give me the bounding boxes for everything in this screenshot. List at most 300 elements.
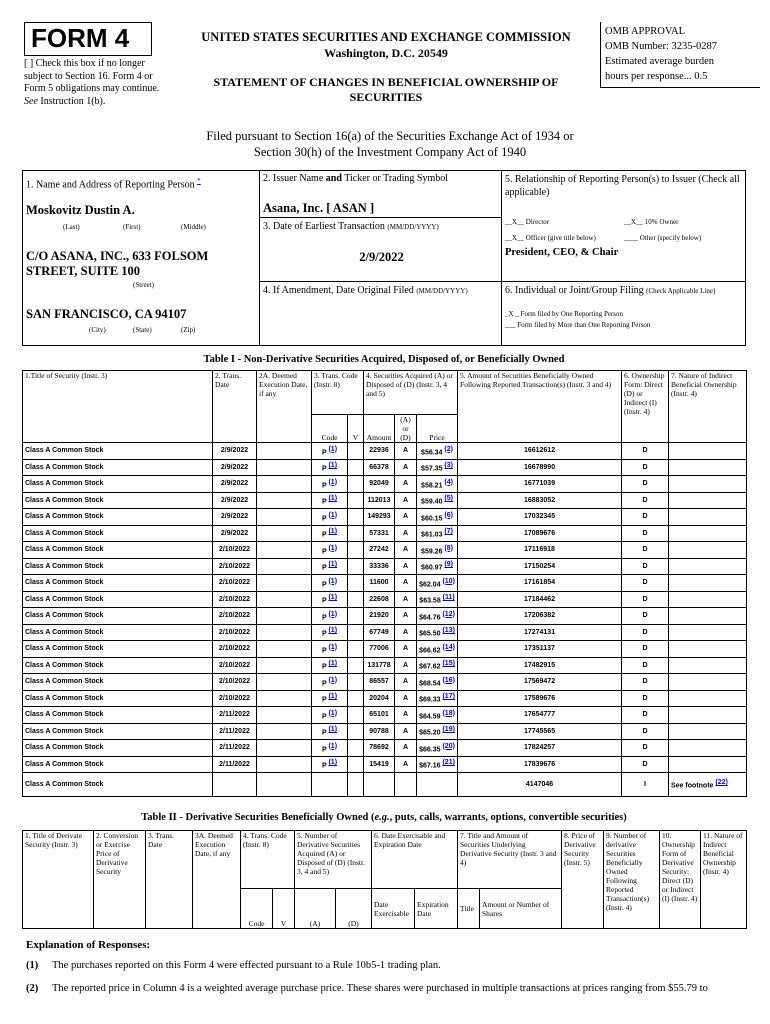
footnote-link[interactable]: (1) — [328, 594, 338, 602]
cell-ad: A — [395, 459, 417, 476]
ten-percent-owner-check[interactable]: __X__ 10% Owner — [624, 218, 679, 226]
cell-ad: A — [395, 509, 417, 526]
cell-price: $60.97 (9) — [417, 558, 458, 575]
cell-code: P (1) — [312, 509, 348, 526]
footnote-link[interactable]: (1) — [328, 709, 338, 717]
footnote-link[interactable]: (1) — [328, 759, 338, 767]
cell-deemed — [257, 542, 312, 559]
cell-owned: 17032345 — [458, 509, 622, 526]
cell-owned: 17206382 — [458, 608, 622, 625]
cell-ad: A — [395, 443, 417, 460]
cell-v — [348, 525, 364, 542]
cell-form: D — [622, 690, 669, 707]
footnote-link[interactable]: (1) — [328, 462, 338, 470]
footnote-link[interactable]: (1) — [328, 544, 338, 552]
col-derivative-title: 1. Title of Derivate Security (Instr. 3) — [23, 831, 94, 929]
cell-code: P (1) — [312, 575, 348, 592]
table-row — [23, 542, 747, 559]
cell-amount: 22608 — [364, 591, 395, 608]
cell-owned: 16678990 — [458, 459, 622, 476]
table-non-derivative: 1.Title of Security (Instr. 3) 2. Trans. Date 2A. Deemed Execution Date, if any 3. Trans. Code (Instr. 8) 4. Securities Acquired (A) or Disposed of (D) (Instr. 3, 4 and 5) 5. Amount of Securities Beneficially Owned Following Reported Transaction(s) (Instr. 3 and 4) 6. Ownership Form: Direct (D) or Indirect (I) (Instr. 4) 7. Nature of Indirect Beneficial Ownership (Instr. 4) Code V Amount (A) or (D) Price Class A Common Stock 2/9/2022 P (1) 22936 A $56.34 (2) 16612612 D Class A Common Stock 2/9/2022 P (1) 66378 A $57.35 (3) 16678990 D Class A Common Stock 2/9/2022 P (1) 92049 A $58.21 (4) 16771039 D Class A Common Stock 2/9/2022 P (1) 112013 A $59.40 (5) 16883052 D Class A Common Stock 2/9/2022 P (1) 149293 A $60.15 (6) 17032345 D Class A Common Stock 2/9/2022 P (1) 57331 A $61.03 (7) 17089676 D Class A Common Stock 2/10/2022 P (1) 27242 A $59.26 (8) 17116918 D Class A Common Stock 2/10/2022 P (1) 33336 A $60.97 (9) 17150254 D Class A Common Stock 2/10/2022 P (1) 11600 A $62.04 (10) 17161854 D Class A Common Stock 2/10/2022 P (1) 22608 A $63.58 (11) 17184462 D Class A Common Stock 2/10/2022 P (1) 21920 A $64.76 (12) 17206382 D Class A Common Stock 2/10/2022 P (1) 67749 A $65.50 (13) 17274131 D Class A Common Stock 2/10/2022 P (1) 77006 A $66.62 (14) 17351137 D Class A Common Stock 2/10/2022 P (1) 131778 A $67.62 (15) 17482915 D Class A Common Stock 2/10/2022 P (1) 86557 A $68.54 (16) 17569472 D Class A Common Stock 2/10/2022 P (1) 20204 A $69.33 (17) 17589676 D Class A Common Stock 2/11/2022 P (1) 65101 A $64.59 (18) 17654777 D Class A Common Stock 2/11/2022 P (1) 90788 A $65.20 (19) 17745565 D Class A Common Stock 2/11/2022 P (1) 78692 A $66.35 (20) 17824257 D Class A Common Stock 2/11/2022 P (1) 15419 A $67.16 (21) 17839676 D Class A Common Stock 4147046 I See footnote (22) — [22, 370, 747, 797]
cell-security: Class A Common Stock — [23, 740, 213, 757]
cell-nature — [669, 575, 747, 592]
cell-empty — [213, 773, 257, 797]
col-conversion-price: 2. Conversion or Exercise Price of Derivative Security — [94, 831, 146, 929]
cell-form: D — [622, 575, 669, 592]
cell-deemed — [257, 492, 312, 509]
cell-amount: 65101 — [364, 707, 395, 724]
cell-form: D — [622, 624, 669, 641]
other-check[interactable]: ____ Other (specify below) — [624, 234, 702, 242]
cell-nature — [669, 558, 747, 575]
table-row — [23, 608, 747, 625]
cell-ad: A — [395, 591, 417, 608]
cell-nature — [669, 492, 747, 509]
cell-date: 2/9/2022 — [213, 525, 257, 542]
cell-code: P (1) — [312, 756, 348, 773]
cell-price: $56.34 (2) — [417, 443, 458, 460]
cell-security: Class A Common Stock — [23, 443, 213, 460]
footnote-link[interactable]: (10) — [442, 577, 455, 585]
table-row — [23, 575, 747, 592]
cell-price: $68.54 (16) — [417, 674, 458, 691]
box-amendment: 4. If Amendment, Date Original Filed (MM/DD/YYYY) — [259, 281, 502, 346]
cell-date: 2/10/2022 — [213, 542, 257, 559]
cell-v — [348, 476, 364, 493]
table-derivative: 1. Title of Derivate Security (Instr. 3) 2. Conversion or Exercise Price of Derivative Security 3. Trans. Date 3A. Deemed Execution Date, if any 4. Trans. Code (Instr. 8) 5. Number of Derivative Securities Acquired (A) or Disposed of (D) (Instr. 3, 4 and 5) 6. Date Exercisable and Expiration Date 7. Title and Amount of Securities Underlying Derivative Security (Instr. 3 and 4) 8. Price of Derivative Security (Instr. 5) 9. Number of derivative Securities Beneficially Owned Following Reported Transaction(s) (Instr. 4) 10. Ownership Form of Derivative Security: Direct (D) or Indirect (I) (Instr. 4) 11. Nature of Indirect Beneficial Ownership (Instr. 4) Code V (A) (D) Date Exercisable Expiration Date Title Amount or Number of Shares — [22, 830, 747, 929]
cell-v — [348, 756, 364, 773]
cell-deemed — [257, 575, 312, 592]
cell-v — [348, 608, 364, 625]
col-nature-2: 11. Nature of Indirect Beneficial Ownership (Instr. 4) — [701, 831, 747, 929]
cell-empty — [348, 773, 364, 797]
cell-ad: A — [395, 756, 417, 773]
cell-form: D — [622, 756, 669, 773]
cell-form: D — [622, 740, 669, 757]
col-securities-acquired: 4. Securities Acquired (A) or Disposed of (D) (Instr. 3, 4 and 5) — [364, 371, 458, 415]
cell-v — [348, 492, 364, 509]
cell-deemed — [257, 525, 312, 542]
cell-v — [348, 459, 364, 476]
col-amount-owned: 5. Amount of Securities Beneficially Owned Following Reported Transaction(s) (Instr. 3 and 4) — [458, 371, 622, 443]
cell-date: 2/9/2022 — [213, 443, 257, 460]
explanation-item: (1) The purchases reported on this Form 4 were effected pursuant to a Rule 10b5-1 trading plan. — [26, 960, 441, 971]
footnote-link[interactable]: (18) — [442, 709, 455, 717]
cell-date: 2/9/2022 — [213, 492, 257, 509]
footnote-link[interactable]: (13) — [442, 627, 455, 635]
cell-owned: 17274131 — [458, 624, 622, 641]
director-check[interactable]: __X__ Director — [505, 218, 550, 226]
cell-owned: 17589676 — [458, 690, 622, 707]
cell-form: D — [622, 476, 669, 493]
table-row — [23, 740, 747, 757]
col-title-security: 1.Title of Security (Instr. 3) — [23, 371, 213, 443]
box-filing-type: 6. Individual or Joint/Group Filing (Check Applicable Line) _X _ Form filed by One Reporting Person ___ Form filed by More than One Reporting Person — [501, 281, 746, 346]
reporting-person-city: SAN FRANCISCO, CA 94107 — [26, 307, 187, 321]
cell-date: 2/10/2022 — [213, 624, 257, 641]
cell-amount: 33336 — [364, 558, 395, 575]
multi-person-option[interactable]: ___ Form filed by More than One Reporting Person — [505, 321, 651, 329]
table-row — [23, 641, 747, 658]
cell-form: D — [622, 558, 669, 575]
col-deemed-date-2: 3A. Deemed Execution Date, if any — [193, 831, 241, 929]
cell-empty — [257, 773, 312, 797]
footnote-link[interactable]: (1) — [328, 676, 338, 684]
footnote-link[interactable]: (1) — [328, 577, 338, 585]
cell-deemed — [257, 690, 312, 707]
footnote-link[interactable]: (22) — [715, 779, 728, 787]
cell-deemed — [257, 443, 312, 460]
cell-code: P (1) — [312, 443, 348, 460]
cell-v — [348, 591, 364, 608]
table-row — [23, 624, 747, 641]
cell-form: I — [622, 773, 669, 797]
cell-nature — [669, 459, 747, 476]
cell-owned: 16883052 — [458, 492, 622, 509]
cell-nature — [669, 690, 747, 707]
agency-title: UNITED STATES SECURITIES AND EXCHANGE COMMISSION — [201, 30, 571, 44]
cell-v — [348, 641, 364, 658]
cell-security: Class A Common Stock — [23, 608, 213, 625]
cell-owned: 16612612 — [458, 443, 622, 460]
cell-form: D — [622, 525, 669, 542]
cell-price: $69.33 (17) — [417, 690, 458, 707]
col-trans-code-2: 4. Trans. Code (Instr. 8) — [241, 831, 295, 889]
cell-security: Class A Common Stock — [23, 756, 213, 773]
cell-code: P (1) — [312, 558, 348, 575]
footnote-link[interactable]: (6) — [444, 511, 453, 519]
cell-security: Class A Common Stock — [23, 575, 213, 592]
one-person-option[interactable]: _X _ Form filed by One Reporting Person — [505, 310, 624, 318]
cell-nature — [669, 443, 747, 460]
cell-ad: A — [395, 525, 417, 542]
cell-empty — [417, 773, 458, 797]
cell-security: Class A Common Stock — [23, 773, 213, 797]
cell-v — [348, 443, 364, 460]
footnote-link[interactable]: (4) — [444, 478, 453, 486]
footnote-link[interactable]: (5) — [444, 495, 453, 503]
cell-code: P (1) — [312, 624, 348, 641]
cell-owned: 17654777 — [458, 707, 622, 724]
box-earliest-date: 3. Date of Earliest Transaction (MM/DD/YYYY) 2/9/2022 — [259, 217, 502, 282]
cell-price: $67.62 (15) — [417, 657, 458, 674]
table-row — [23, 773, 747, 797]
cell-empty — [364, 773, 395, 797]
cell-ad: A — [395, 476, 417, 493]
cell-form: D — [622, 674, 669, 691]
footnote-link[interactable]: (9) — [444, 561, 453, 569]
footnote-link[interactable]: (15) — [442, 660, 455, 668]
cell-date: 2/11/2022 — [213, 723, 257, 740]
cell-v — [348, 558, 364, 575]
cell-amount: 66378 — [364, 459, 395, 476]
explanation-heading: Explanation of Responses: — [26, 939, 151, 951]
cell-owned: 17351137 — [458, 641, 622, 658]
footnote-link[interactable]: (1) — [328, 627, 338, 635]
footnote-link[interactable]: (17) — [442, 693, 455, 701]
cell-amount: 11600 — [364, 575, 395, 592]
cell-deemed — [257, 591, 312, 608]
cell-nature — [669, 608, 747, 625]
table1-caption: Table I - Non-Derivative Securities Acquired, Disposed of, or Beneficially Owned — [203, 354, 565, 365]
cell-security: Class A Common Stock — [23, 459, 213, 476]
cell-security: Class A Common Stock — [23, 476, 213, 493]
section16-checkbox-note[interactable]: [ ] Check this box if no longer subject to Section 16. Form 4 or Form 5 obligations may continue. See Instruction 1(b). — [24, 58, 160, 107]
cell-amount: 90788 — [364, 723, 395, 740]
cell-date: 2/9/2022 — [213, 509, 257, 526]
col-trans-date: 2. Trans. Date — [213, 371, 257, 443]
cell-date: 2/10/2022 — [213, 575, 257, 592]
cell-amount: 22936 — [364, 443, 395, 460]
cell-owned: 17745565 — [458, 723, 622, 740]
cell-price: $61.03 (7) — [417, 525, 458, 542]
col-derivative-price: 8. Price of Derivative Security (Instr. 5) — [562, 831, 604, 929]
footnote-link[interactable]: (1) — [328, 495, 338, 503]
cell-amount: 20204 — [364, 690, 395, 707]
col-number-owned: 9. Number of derivative Securities Beneficially Owned Following Reported Transaction(s) (Instr. 4) — [604, 831, 660, 929]
cell-owned: 17184462 — [458, 591, 622, 608]
cell-date: 2/9/2022 — [213, 459, 257, 476]
table-row — [23, 459, 747, 476]
table-row — [23, 492, 747, 509]
footnote-link[interactable]: (14) — [442, 643, 455, 651]
col-trans-date-2: 3. Trans. Date — [146, 831, 193, 929]
cell-price: $59.26 (8) — [417, 542, 458, 559]
cell-empty — [395, 773, 417, 797]
footnote-link[interactable]: (1) — [328, 726, 338, 734]
cell-owned: 17116918 — [458, 542, 622, 559]
cell-form: D — [622, 509, 669, 526]
cell-code: P (1) — [312, 542, 348, 559]
table-row — [23, 558, 747, 575]
footnote-link[interactable]: (19) — [442, 726, 455, 734]
cell-amount: 67749 — [364, 624, 395, 641]
footnote-link[interactable]: (11) — [442, 594, 455, 602]
cell-owned: 17824257 — [458, 740, 622, 757]
cell-form: D — [622, 591, 669, 608]
cell-price: $60.15 (6) — [417, 509, 458, 526]
col-trans-code: 3. Trans. Code (Instr. 8) — [312, 371, 364, 415]
cell-deemed — [257, 459, 312, 476]
cell-amount: 57331 — [364, 525, 395, 542]
box-reporting-person: 1. Name and Address of Reporting Person * Moskovitz Dustin A. (Last) (First) (Middle) C/O ASANA, INC., 633 FOLSOM STREET, SUITE 100 (Street) SAN FRANCISCO, CA 94107 (City) (State) (Zip) — [22, 170, 260, 346]
cell-security: Class A Common Stock — [23, 624, 213, 641]
cell-form: D — [622, 723, 669, 740]
cell-owned: 17839676 — [458, 756, 622, 773]
table-row — [23, 443, 747, 460]
cell-nature — [669, 624, 747, 641]
footnote-link[interactable]: (20) — [442, 742, 455, 750]
cell-amount: 86557 — [364, 674, 395, 691]
cell-owned: 4147046 — [458, 773, 622, 797]
explanation-item: (2) The reported price in Column 4 is a weighted average purchase price. These shares were purchased in multiple transactions at prices ranging from $55.79 to — [26, 983, 708, 994]
cell-amount: 92049 — [364, 476, 395, 493]
officer-title: President, CEO, & Chair — [505, 247, 619, 258]
footnote-link[interactable]: (1) — [328, 643, 338, 651]
cell-ad: A — [395, 707, 417, 724]
cell-ad: A — [395, 740, 417, 757]
cell-ad: A — [395, 608, 417, 625]
cell-price: $65.20 (19) — [417, 723, 458, 740]
cell-price: $66.35 (20) — [417, 740, 458, 757]
box-relationship: 5. Relationship of Reporting Person(s) to Issuer (Check all applicable) __X__ Director __X__ 10% Owner __X__ Officer (give title below) ____ Other (specify below) President, CEO, & Chair — [501, 170, 746, 282]
cell-ad: A — [395, 674, 417, 691]
col-date-exercisable: 6. Date Exercisable and Expiration Date — [372, 831, 458, 889]
table-row — [23, 756, 747, 773]
footnote-link[interactable]: (1) — [328, 478, 338, 486]
cell-price: $64.76 (12) — [417, 608, 458, 625]
cell-price: $62.04 (10) — [417, 575, 458, 592]
cell-amount: 27242 — [364, 542, 395, 559]
cell-v — [348, 690, 364, 707]
cell-code: P (1) — [312, 657, 348, 674]
footnote-link[interactable]: (1) — [328, 742, 338, 750]
cell-deemed — [257, 509, 312, 526]
cell-price: $67.16 (21) — [417, 756, 458, 773]
table-row — [23, 657, 747, 674]
cell-deemed — [257, 723, 312, 740]
footnote-link[interactable]: (1) — [328, 445, 338, 453]
cell-date: 2/10/2022 — [213, 641, 257, 658]
cell-security: Class A Common Stock — [23, 525, 213, 542]
cell-security: Class A Common Stock — [23, 641, 213, 658]
col-deemed-date: 2A. Deemed Execution Date, if any — [257, 371, 312, 443]
omb-approval-box: OMB APPROVAL OMB Number: 3235-0287 Estimated average burden hours per response... 0.5 — [600, 22, 760, 88]
table-row — [23, 723, 747, 740]
cell-nature — [669, 740, 747, 757]
cell-security: Class A Common Stock — [23, 674, 213, 691]
statement-title: STATEMENT OF CHANGES IN BENEFICIAL OWNERSHIP OF SECURITIES — [213, 75, 559, 104]
box-issuer: 2. Issuer Name and Ticker or Trading Symbol Asana, Inc. [ ASAN ] — [259, 170, 502, 218]
cell-code: P (1) — [312, 674, 348, 691]
cell-form: D — [622, 707, 669, 724]
cell-ad: A — [395, 641, 417, 658]
footnote-link[interactable]: (3) — [444, 462, 453, 470]
footnote-link[interactable]: (2) — [444, 445, 453, 453]
cell-ad: A — [395, 690, 417, 707]
cell-code: P (1) — [312, 707, 348, 724]
cell-date: 2/9/2022 — [213, 476, 257, 493]
cell-deemed — [257, 624, 312, 641]
cell-nature — [669, 525, 747, 542]
footnote-link[interactable]: (1) — [328, 610, 338, 618]
cell-form: D — [622, 641, 669, 658]
table2-caption: Table II - Derivative Securities Beneficially Owned (e.g., puts, calls, warrants, options, convertible securities) — [141, 812, 627, 823]
table-row — [23, 707, 747, 724]
cell-code: P (1) — [312, 591, 348, 608]
col-ownership-form: 6. Ownership Form: Direct (D) or Indirect (I) (Instr. 4) — [622, 371, 669, 443]
cell-price: $59.40 (5) — [417, 492, 458, 509]
cell-amount: 131778 — [364, 657, 395, 674]
agency-location: Washington, D.C. 20549 — [324, 46, 448, 60]
cell-nature — [669, 674, 747, 691]
cell-security: Class A Common Stock — [23, 657, 213, 674]
footnote-link[interactable]: (1) — [328, 660, 338, 668]
cell-ad: A — [395, 657, 417, 674]
footnote-link[interactable]: (16) — [442, 676, 455, 684]
cell-deemed — [257, 657, 312, 674]
cell-deemed — [257, 476, 312, 493]
cell-code: P (1) — [312, 723, 348, 740]
cell-price: $64.59 (18) — [417, 707, 458, 724]
cell-owned: 16771039 — [458, 476, 622, 493]
footnote-link[interactable]: (1) — [328, 511, 338, 519]
col-underlying: 7. Title and Amount of Securities Underlying Derivative Security (Instr. 3 and 4) — [458, 831, 562, 889]
cell-date: 2/11/2022 — [213, 756, 257, 773]
cell-v — [348, 657, 364, 674]
cell-form: D — [622, 657, 669, 674]
cell-deemed — [257, 740, 312, 757]
cell-security: Class A Common Stock — [23, 690, 213, 707]
cell-amount: 15419 — [364, 756, 395, 773]
filed-pursuant-text: Filed pursuant to Section 16(a) of the Securities Exchange Act of 1934 or Section 30(h) of the Investment Company Act of 1940 — [206, 129, 574, 159]
cell-nature — [669, 707, 747, 724]
footnote-link[interactable]: (1) — [328, 561, 338, 569]
footnote-link[interactable]: (7) — [444, 528, 453, 536]
officer-check[interactable]: __X__ Officer (give title below) — [505, 234, 596, 242]
footnote-link[interactable]: * — [197, 177, 201, 185]
footnote-link[interactable]: (21) — [442, 759, 455, 767]
cell-security: Class A Common Stock — [23, 723, 213, 740]
cell-nature — [669, 756, 747, 773]
table-row — [23, 525, 747, 542]
col-number-derivative: 5. Number of Derivative Securities Acquired (A) or Disposed of (D) (Instr. 3, 4 and 5) — [295, 831, 372, 889]
footnote-link[interactable]: (1) — [328, 528, 338, 536]
cell-security: Class A Common Stock — [23, 591, 213, 608]
cell-amount: 149293 — [364, 509, 395, 526]
cell-code: P (1) — [312, 608, 348, 625]
cell-amount: 112013 — [364, 492, 395, 509]
cell-security: Class A Common Stock — [23, 492, 213, 509]
table-row — [23, 674, 747, 691]
cell-nature — [669, 542, 747, 559]
cell-price: $65.50 (13) — [417, 624, 458, 641]
cell-price: $58.21 (4) — [417, 476, 458, 493]
cell-nature — [669, 723, 747, 740]
footnote-link[interactable]: (8) — [444, 544, 453, 552]
cell-price: $57.35 (3) — [417, 459, 458, 476]
table-row — [23, 476, 747, 493]
cell-security: Class A Common Stock — [23, 558, 213, 575]
cell-form: D — [622, 542, 669, 559]
cell-owned: 17161854 — [458, 575, 622, 592]
cell-code: P (1) — [312, 641, 348, 658]
cell-ad: A — [395, 624, 417, 641]
footnote-link[interactable]: (1) — [328, 693, 338, 701]
cell-nature — [669, 657, 747, 674]
cell-deemed — [257, 558, 312, 575]
cell-security: Class A Common Stock — [23, 509, 213, 526]
cell-date: 2/10/2022 — [213, 591, 257, 608]
cell-owned: 17482915 — [458, 657, 622, 674]
form-title: FORM 4 — [24, 22, 152, 56]
earliest-transaction-date: 2/9/2022 — [359, 250, 404, 264]
cell-date: 2/10/2022 — [213, 558, 257, 575]
cell-v — [348, 723, 364, 740]
cell-v — [348, 624, 364, 641]
cell-owned: 17089676 — [458, 525, 622, 542]
cell-ad: A — [395, 723, 417, 740]
cell-nature: See footnote (22) — [669, 773, 747, 797]
cell-nature — [669, 591, 747, 608]
col-nature-ownership: 7. Nature of Indirect Beneficial Ownership (Instr. 4) — [669, 371, 747, 443]
footnote-link[interactable]: (12) — [442, 610, 455, 618]
cell-ad: A — [395, 492, 417, 509]
cell-nature — [669, 509, 747, 526]
cell-deemed — [257, 608, 312, 625]
cell-nature — [669, 641, 747, 658]
cell-v — [348, 509, 364, 526]
